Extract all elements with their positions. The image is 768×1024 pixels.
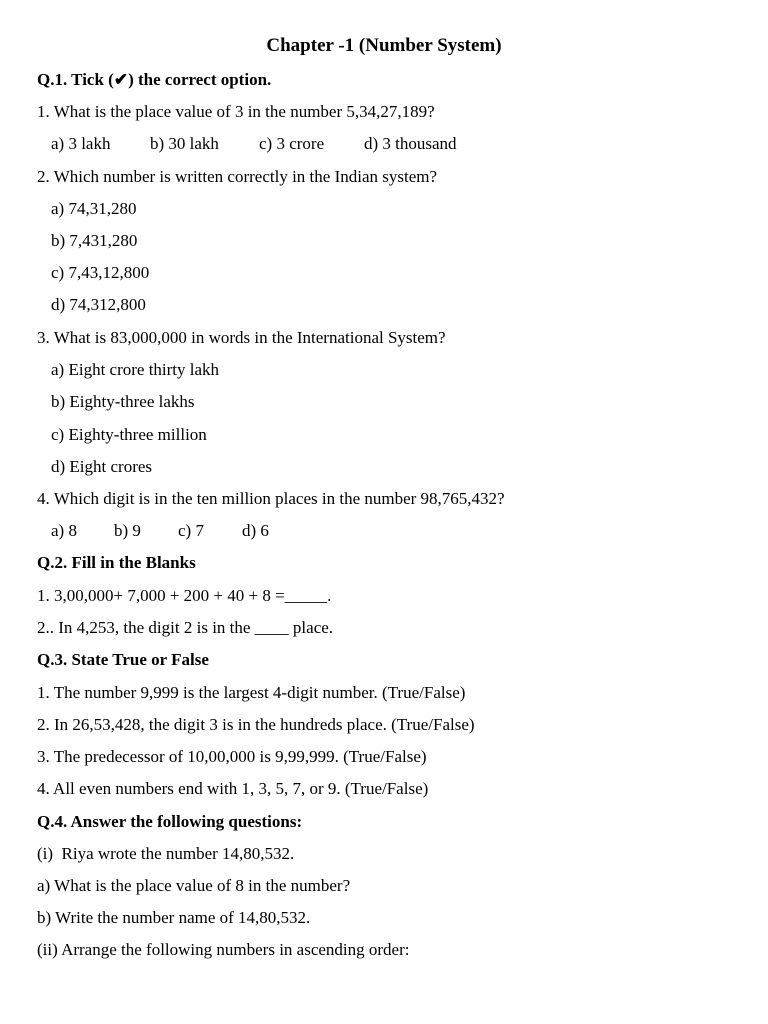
option-c: c) 7,43,12,800	[51, 263, 150, 282]
option-a: a) 74,31,280	[51, 199, 137, 218]
q1-question-4: 4. Which digit is in the ten million places in the number 98,765,432?	[37, 489, 505, 508]
option-c: c) 7	[178, 521, 204, 540]
option-b: b) 7,431,280	[51, 231, 138, 250]
q1-question-2: 2. Which number is written correctly in the Indian system?	[37, 167, 438, 186]
option-d: d) Eight crores	[51, 457, 153, 476]
q1-question-3: 3. What is 83,000,000 in words in the International System?	[37, 328, 446, 347]
option-b: b) Eighty-three lakhs	[51, 392, 195, 411]
q2-item-2: 2.. In 4,253, the digit 2 is in the ____ place.	[37, 618, 334, 637]
option-d: d) 6	[242, 521, 269, 540]
q3-item-4: 4. All even numbers end with 1, 3, 5, 7, or 9. (True/False)	[37, 779, 429, 798]
q4-item-1: (i) Riya wrote the number 14,80,532.	[37, 844, 295, 863]
q3-item-1: 1. The number 9,999 is the largest 4-digit number. (True/False)	[37, 683, 466, 702]
q4-heading: Q.4. Answer the following questions:	[37, 812, 303, 831]
option-a: a) 8	[51, 521, 77, 540]
option-c: c) Eighty-three million	[51, 425, 207, 444]
option-a: a) 3 lakh	[51, 134, 111, 153]
option-c: c) 3 crore	[259, 134, 325, 153]
option-d: d) 3 thousand	[364, 134, 457, 153]
q1-heading: Q.1. Tick (✔) the correct option.	[37, 70, 272, 89]
q3-item-2: 2. In 26,53,428, the digit 3 is in the hundreds place. (True/False)	[37, 715, 475, 734]
option-a: a) Eight crore thirty lakh	[51, 360, 220, 379]
q4-item-2: a) What is the place value of 8 in the number?	[37, 876, 351, 895]
q4-item-3: b) Write the number name of 14,80,532.	[37, 908, 311, 927]
q2-heading: Q.2. Fill in the Blanks	[37, 553, 196, 572]
option-d: d) 74,312,800	[51, 295, 146, 314]
q2-item-1: 1. 3,00,000+ 7,000 + 200 + 40 + 8 =_____.	[37, 586, 332, 605]
q4-item-4: (ii) Arrange the following numbers in ascending order:	[37, 940, 410, 959]
q3-item-3: 3. The predecessor of 10,00,000 is 9,99,999. (True/False)	[37, 747, 427, 766]
q1-question-1: 1. What is the place value of 3 in the number 5,34,27,189?	[37, 102, 435, 121]
page-title: Chapter -1 (Number System)	[266, 35, 502, 56]
option-b: b) 30 lakh	[150, 134, 219, 153]
q3-heading: Q.3. State True or False	[37, 650, 209, 669]
option-b: b) 9	[114, 521, 141, 540]
